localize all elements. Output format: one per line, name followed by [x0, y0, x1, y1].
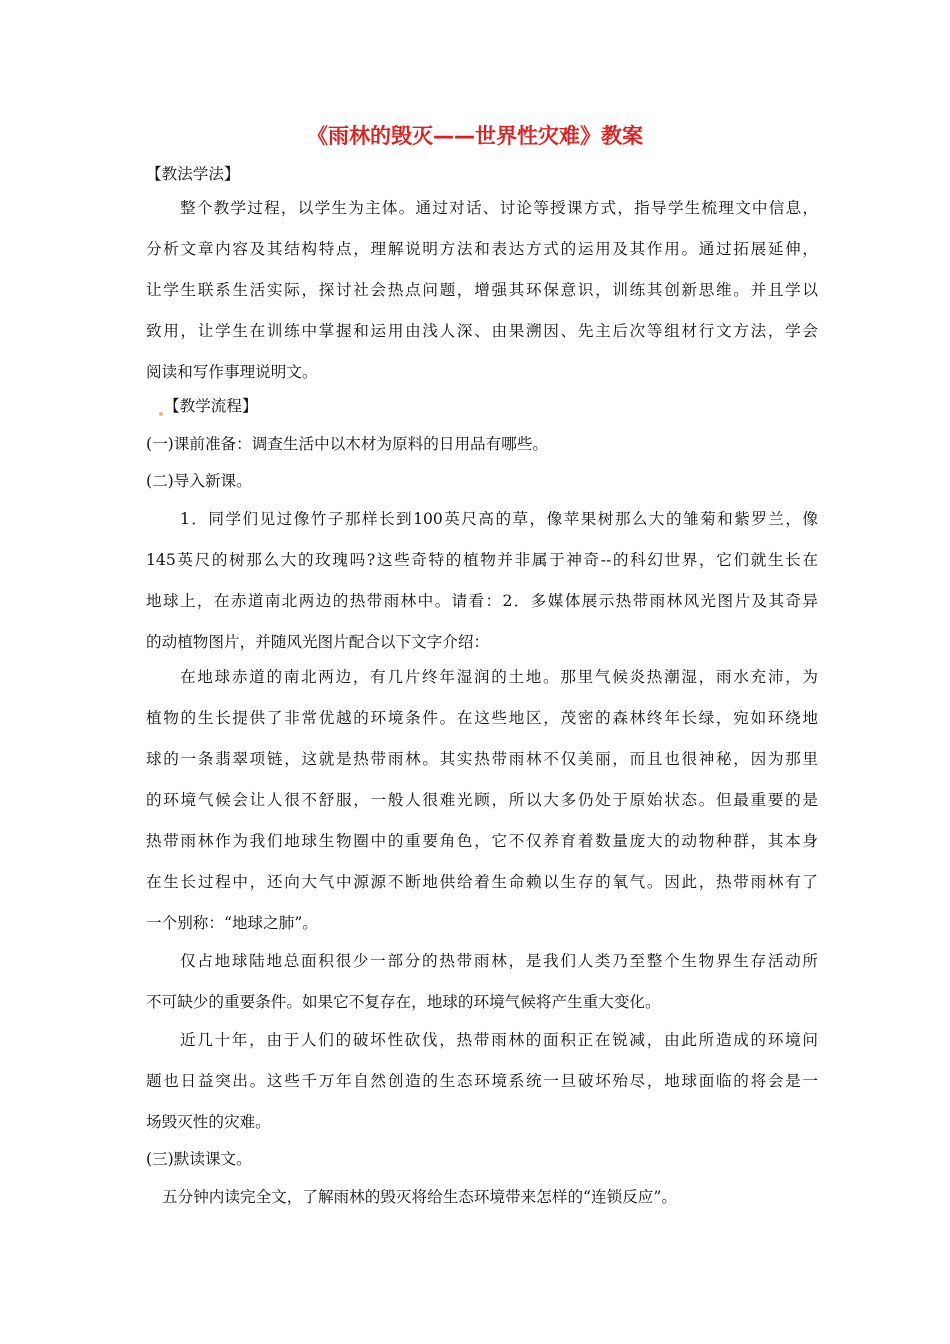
paragraph-line: 近几十年，由于人们的破坏性砍伐，热带雨林的面积正在锐减，由此所造成的环境问 [180, 1031, 818, 1049]
paragraph-line: 植物的生长提供了非常优越的环境条件。在这些地区，茂密的森林终年长绿，宛如环绕地 [146, 709, 818, 727]
paragraph-line: 在地球赤道的南北两边，有几片终年湿润的土地。那里气候炎热潮湿，雨水充沛，为 [180, 668, 818, 686]
paragraph-line: 的环境气候会让人很不舒服，一般人很难光顾，所以大多仍处于原始状态。但最重要的是 [146, 791, 818, 809]
paragraph-line: 题也日益突出。这些千万年自然创造的生态环境系统一旦破坏殆尽，地球面临的将会是一 [146, 1072, 818, 1090]
paragraph-line: 不可缺少的重要条件。如果它不复存在，地球的环境气候将产生重大变化。 [146, 993, 661, 1011]
paragraph-line: 的动植物图片，并随风光图片配合以下文字介绍： [146, 633, 490, 651]
step-heading-prep: (一)课前准备：调查生活中以木材为原料的日用品有哪些。 [146, 435, 549, 453]
paragraph-line: 在生长过程中，还向大气中源源不断地供给着生命赖以生存的氧气。因此，热带雨林有了 [146, 873, 818, 891]
paragraph-line: 阅读和写作事理说明文。 [146, 363, 318, 381]
paragraph-line: 热带雨林作为我们地球生物圈中的重要角色，它不仅养育着数量庞大的动物种群，其本身 [146, 832, 818, 850]
paragraph-line: 地球上，在赤道南北两边的热带雨林中。请看：2．多媒体展示热带雨林风光图片及其奇异 [146, 592, 818, 610]
section-heading-methods: 【教法学法】 [146, 165, 240, 183]
step-heading-reading: (三)默读课文。 [146, 1150, 252, 1168]
paragraph-line: 1．同学们见过像竹子那样长到100英尺高的草，像苹果树那么大的雏菊和紫罗兰，像 [180, 510, 818, 528]
paragraph-line: 五分钟内读完全文，了解雨林的毁灭将给生态环境带来怎样的“连锁反应”。 [162, 1188, 677, 1206]
paragraph-line: 让学生联系生活实际，探讨社会热点问题，增强其环保意识，训练其创新思维。并且学以 [146, 281, 818, 299]
paragraph-line: 仅占地球陆地总面积很少一部分的热带雨林，是我们人类乃至整个生物界生存活动所 [180, 952, 818, 970]
step-heading-intro: (二)导入新课。 [146, 472, 252, 490]
paragraph-line: 场毁灭性的灾难。 [146, 1113, 271, 1131]
section-heading-process-wrap [158, 395, 458, 417]
decorative-dot-icon [159, 412, 163, 416]
paragraph-line: 整个教学过程，以学生为主体。通过对话、讨论等授课方式，指导学生梳理文中信息， [180, 199, 818, 217]
paragraph-line: 145英尺的树那么大的玫瑰吗?这些奇特的植物并非属于神奇--的科幻世界，它们就生长在 [146, 551, 818, 569]
paragraph-line: 致用，让学生在训练中掌握和运用由浅人深、由果溯因、先主后次等组材行文方法，学会 [146, 322, 818, 340]
document-title: 《雨林的毁灭——世界性灾难》教案 [307, 124, 643, 148]
paragraph-line: 一个别称：“地球之肺”。 [146, 914, 318, 932]
paragraph-line: 球的一条翡翠项链，这就是热带雨林。其实热带雨林不仅美丽，而且也很神秘，因为那里 [146, 750, 818, 768]
section-heading-process: 【教学流程】 [164, 397, 258, 415]
paragraph-line: 分析文章内容及其结构特点，理解说明方法和表达方式的运用及其作用。通过拓展延伸， [146, 240, 818, 258]
